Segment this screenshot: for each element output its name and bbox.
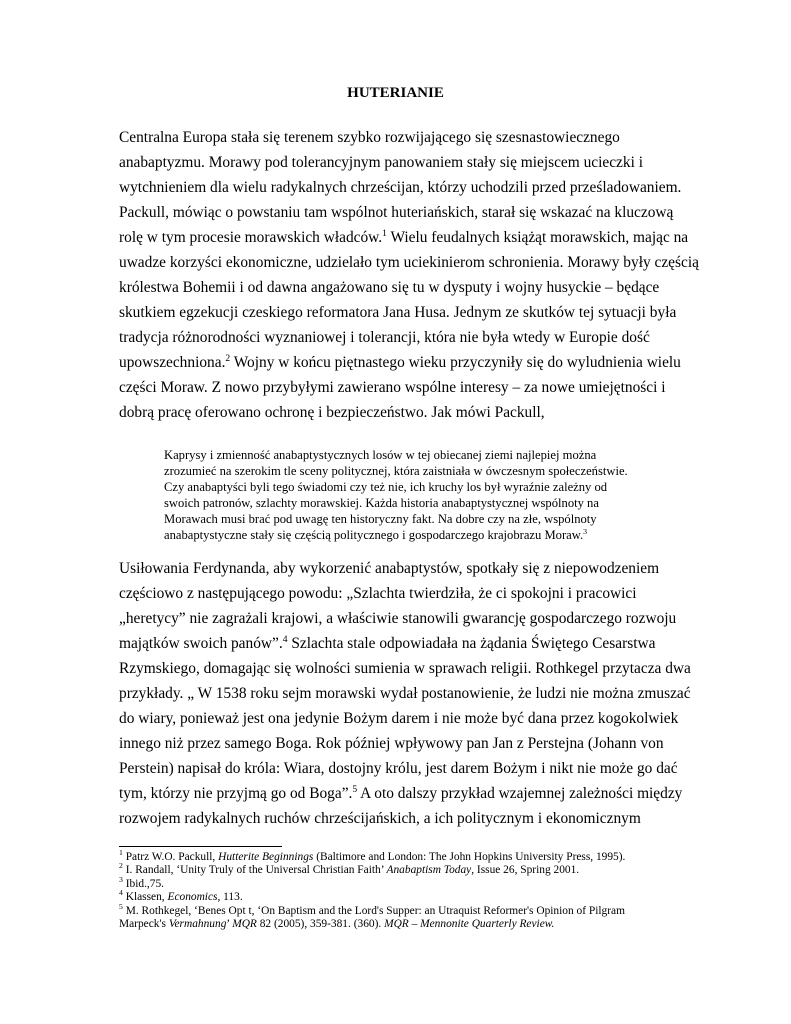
- text-line: uwadze korzyści ekonomiczne, udzielało tym uciekinierom schronienia. Morawy były częścią: [119, 254, 699, 271]
- footnote-ref: 5: [352, 783, 358, 795]
- text-line: tradycja różnorodności wyznaniowej i tolerancji, która nie była wtedy w Europie dość: [119, 329, 650, 346]
- paragraph-2: [119, 556, 691, 831]
- footnote-1: [119, 848, 679, 864]
- footnote-text: M. Rothkegel, ‘Benes Opt t, ‘On Baptism and the Lord's Supper: an Utraquist Reformer's Opinion of Pilgram: [122, 904, 625, 917]
- text-segment: A oto dalszy przykład wzajemnej zależności między: [357, 785, 683, 802]
- quote-line: [164, 527, 664, 543]
- text-segment: upowszechniona.: [119, 354, 226, 371]
- text-segment: Wielu feudalnych książąt morawskich, mając na: [386, 229, 689, 246]
- footnote-number: 1: [119, 848, 123, 858]
- footnote-number: 3: [119, 875, 123, 885]
- text-line: innego niż przez samego Boga. Rok później wpływowy pan Jan z Perstejna (Johann von: [119, 735, 664, 752]
- footnote-5: [119, 901, 679, 918]
- footnote-number: 2: [119, 861, 123, 871]
- text-line: Packull, mówiąc o powstaniu tam wspólnot huteriańskich, starał się wskazać na kluczową: [119, 204, 674, 221]
- footnote-3: [119, 875, 679, 891]
- text-line: [119, 225, 689, 250]
- text-line: Usiłowania Ferdynanda, aby wykorzenić anabaptystów, spotkały się z niepowodzeniem: [119, 560, 660, 577]
- footnote-4: [119, 888, 679, 904]
- text-line: królestwa Bohemii i od dawna angażowano się tu w dysputy i wojny husyckie – będące: [119, 279, 660, 296]
- footnote-title: MQR – Mennonite Quarterly Review.: [384, 918, 555, 931]
- footnote-5-continued: [119, 918, 679, 931]
- footnote-ref: 1: [382, 227, 387, 239]
- text-line: Rzymskiego, domagając się wolności sumienia w sprawach religii. Rothkegel przytacza dwa: [119, 660, 691, 677]
- text-segment: Wojny w końcu piętnastego wieku przyczyniły się do wyludnienia wielu: [230, 354, 681, 371]
- footnote-number: 4: [119, 888, 123, 898]
- text-line: do wiary, ponieważ jest ona jedynie Bożym darem i nie może być dana przez kogokolwiek: [119, 710, 679, 727]
- text-line: [119, 350, 681, 375]
- text-line: części Moraw. Z nowo przybyłymi zawierano wspólne interesy – za nowe umiejętności i: [119, 379, 666, 396]
- footnote-text: Ibid.,75.: [122, 877, 165, 890]
- footnote-text: ’: [226, 918, 233, 931]
- text-line: [119, 631, 674, 656]
- page-title: HUTERIANIE: [347, 85, 444, 101]
- footnote-title: Anabaptism Today: [386, 864, 472, 877]
- text-segment: majątków swoich panów”.: [119, 635, 283, 652]
- text-line: [119, 781, 683, 806]
- quote-line: swoich patronów, szlachty morawskiej. Każda historia anabaptystycznej wspólnoty na: [164, 496, 599, 511]
- footnote-title: Vermahnung: [168, 918, 227, 931]
- quote-line: zrozumieć na szerokim tle sceny politycznej, która zaistniała w ówczesnym społeczeństwie.: [164, 464, 628, 479]
- footnote-number: 5: [119, 901, 123, 911]
- block-quote: [164, 447, 664, 544]
- footnote-text: Klassen,: [122, 891, 168, 904]
- footnote-text: 82 (2005), 359-381. (360).: [256, 918, 385, 931]
- text-line: Centralna Europa stała się terenem szybko rozwijającego się szesnastowiecznego: [119, 129, 620, 146]
- paragraph-1: [119, 125, 699, 425]
- text-line: skutkiem egzekucji czeskiego reformatora Jana Husa. Jednym ze skutków tej sytuacji była: [119, 304, 677, 321]
- footnote-text: Marpeck's: [119, 918, 169, 931]
- text-line: Perstein) napisał do króla: Wiara, dostojny królu, jest darem Bożym i nikt nie może go dać: [119, 760, 678, 777]
- footnote-title: Economics,: [167, 891, 221, 904]
- quote-line: Kaprysy i zmienność anabaptystycznych losów w tej obiecanej ziemi najlepiej można: [164, 448, 597, 462]
- footnote-divider: [119, 846, 282, 847]
- footnote-ref: 3: [583, 527, 588, 537]
- quote-line: Morawach musi brać pod uwagę ten historyczny fakt. Na dobre czy na złe, wspólnoty: [164, 512, 597, 527]
- footnote-2: [119, 861, 679, 877]
- footnote-text: I. Randall, ‘Unity Truly of the Universal Christian Faith’: [122, 864, 387, 877]
- text-segment: tym, którzy nie przyjmą go od Boga”.: [119, 785, 353, 802]
- quote-line: Czy anabaptyści byli tego świadomi czy też nie, ich kruchy los był wyraźnie zależny od: [164, 480, 608, 495]
- text-segment: Szlachta stale odpowiadała na żądania Świętego Cesarstwa: [287, 635, 656, 652]
- footnote-text: Patrz W.O. Packull,: [122, 851, 219, 863]
- footnote-title: MQR: [232, 918, 257, 931]
- footnote-ref: 4: [282, 633, 288, 645]
- footnote-text: (Baltimore and London: The John Hopkins University Press, 1995).: [313, 851, 626, 863]
- text-line: wytchnieniem dla wielu radykalnych chrześcijan, którzy uchodzili przed prześladowaniem.: [119, 179, 682, 196]
- text-line: przykłady. „ W 1538 roku sejm morawski wydał postanowienie, że ludzi nie można zmuszać: [119, 685, 691, 702]
- text-line: dobrą pracę oferowano ochronę i bezpieczeństwo. Jak mówi Packull,: [119, 404, 545, 421]
- text-line: anabaptyzmu. Morawy pod tolerancyjnym panowaniem stały się miejscem ucieczki i: [119, 154, 643, 171]
- footnote-ref: 2: [225, 352, 231, 364]
- text-line: rozwojem radykalnych ruchów chrześcijańskich, a ich politycznym i ekonomicznym: [119, 810, 641, 827]
- text-line: „heretycy” nie zagrażali krajowi, a właściwie stanowili gwarancję gospodarczego rozwoju: [119, 610, 677, 627]
- footnote-title: Hutterite Beginnings: [218, 851, 314, 863]
- text-line: częściowo z następującego powodu: „Szlachta twierdziła, że ci spokojni i pracowici: [119, 585, 637, 602]
- footnotes: [119, 848, 679, 931]
- text-segment: rolę w tym procesie morawskich władców.: [119, 229, 383, 246]
- text-segment: anabaptystyczne stały się częścią politycznego i gospodarczego krajobrazu Moraw.: [164, 528, 584, 543]
- footnote-text: , Issue 26, Spring 2001.: [471, 864, 580, 877]
- footnote-text: 113.: [220, 891, 243, 904]
